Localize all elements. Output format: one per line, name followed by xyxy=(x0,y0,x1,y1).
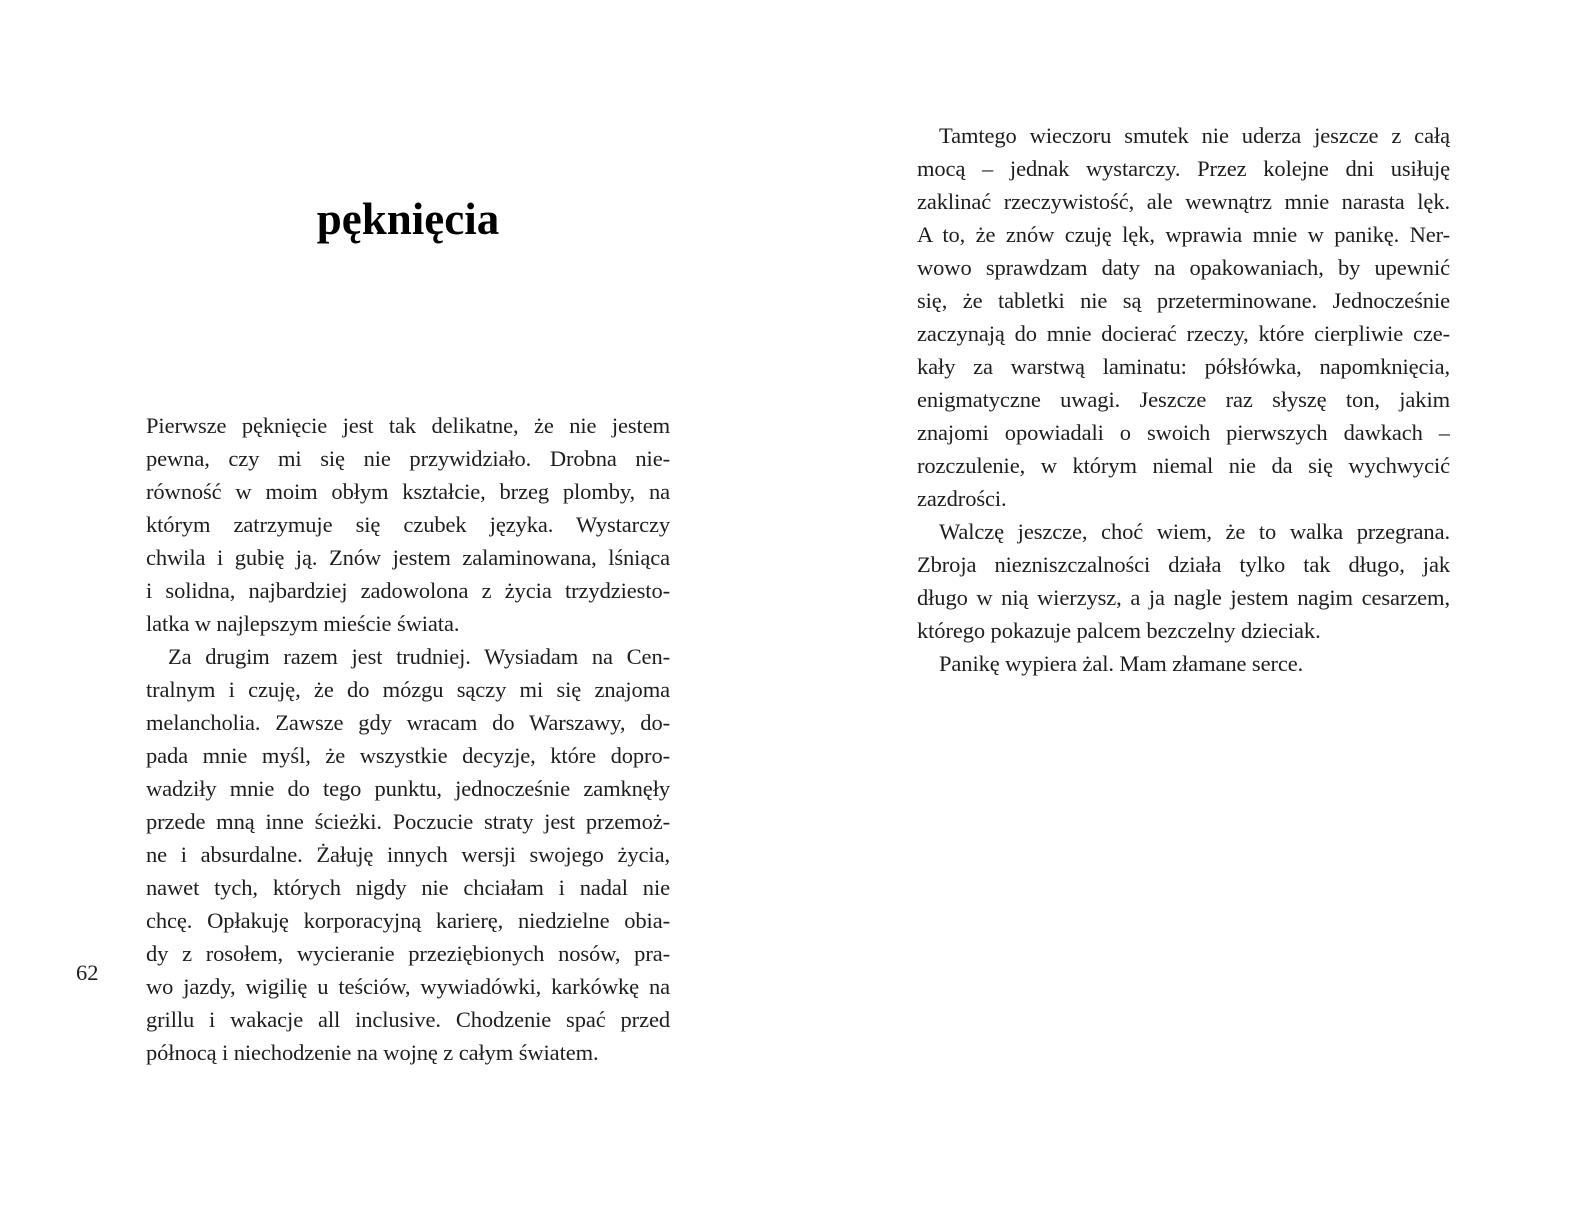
text-line: A to, że znów czuję lęk, wprawia mnie w panikę. Ner- xyxy=(917,222,1450,247)
text-line: wadziły mnie do tego punktu, jednocześnie zamknęły xyxy=(146,776,670,801)
text-line: dy z rosołem, wycieranie przeziębionych nosów, pra- xyxy=(146,941,670,966)
text-line: wo jazdy, wigilię u teściów, wywiadówki, karkówkę na xyxy=(146,974,670,999)
left-page-body-text xyxy=(146,409,670,1069)
text-line: chcę. Opłakuję korporacyjną karierę, niedzielne obia- xyxy=(146,908,670,933)
text-line: nawet tych, których nigdy nie chciałam i nadal nie xyxy=(146,875,670,900)
right-page-body-text xyxy=(917,119,1450,680)
paragraph xyxy=(917,515,1450,647)
text-line: chwila i gubię ją. Znów jestem zalaminowana, lśniąca xyxy=(146,545,670,570)
text-line: Tamtego wieczoru smutek nie uderza jeszcze z całą xyxy=(939,123,1450,148)
text-line: pada mnie myśl, że wszystkie decyzje, które dopro- xyxy=(146,743,670,768)
text-line: melancholia. Zawsze gdy wracam do Warszawy, do- xyxy=(146,710,670,735)
text-line: ne i absurdalne. Żałuję innych wersji swojego życia, xyxy=(146,842,670,867)
paragraph xyxy=(146,640,670,1069)
text-line: wowo sprawdzam daty na opakowaniach, by upewnić xyxy=(917,255,1450,280)
text-line: grillu i wakacje all inclusive. Chodzenie spać przed xyxy=(146,1007,670,1032)
chapter-title: pęknięcia xyxy=(316,194,500,244)
paragraph xyxy=(917,647,1450,680)
text-line: enigmatyczne uwagi. Jeszcze raz słyszę ton, jakim xyxy=(917,387,1450,412)
text-line: zaczynają do mnie docierać rzeczy, które cierpliwie cze- xyxy=(917,321,1450,346)
text-line: latka w najlepszym mieście świata. xyxy=(146,611,460,636)
text-line: Pierwsze pęknięcie jest tak delikatne, że nie jestem xyxy=(146,413,670,438)
text-line: znajomi opowiadali o swoich pierwszych dawkach – xyxy=(917,420,1450,445)
right-page xyxy=(797,0,1594,1211)
text-line: którym zatrzymuje się czubek języka. Wystarczy xyxy=(146,512,670,537)
page-number: 62 xyxy=(76,960,99,985)
text-line: Za drugim razem jest trudniej. Wysiadam na Cen- xyxy=(168,644,670,669)
text-line: Walczę jeszcze, choć wiem, że to walka przegrana. xyxy=(939,519,1450,544)
text-line: kały za warstwą laminatu: półsłówka, napomknięcia, xyxy=(917,354,1450,379)
text-line: północą i niechodzenie na wojnę z całym światem. xyxy=(146,1040,599,1065)
paragraph xyxy=(917,119,1450,515)
text-line: zazdrości. xyxy=(917,486,1007,511)
text-line: równość w moim obłym kształcie, brzeg plomby, na xyxy=(146,479,670,504)
text-line: pewna, czy mi się nie przywidziało. Drobna nie- xyxy=(146,446,670,471)
text-line: Zbroja niezniszczalności działa tylko tak długo, jak xyxy=(917,552,1450,577)
text-line: się, że tabletki nie są przeterminowane. Jednocześnie xyxy=(917,288,1450,313)
text-line: i solidna, najbardziej zadowolona z życia trzydziesto- xyxy=(146,578,670,603)
text-line: przede mną inne ścieżki. Poczucie straty jest przemoż- xyxy=(146,809,670,834)
text-line: Panikę wypiera żal. Mam złamane serce. xyxy=(939,651,1304,676)
text-line: którego pokazuje palcem bezczelny dzieciak. xyxy=(917,618,1321,643)
text-line: zaklinać rzeczywistość, ale wewnątrz mnie narasta lęk. xyxy=(917,189,1450,214)
text-line: rozczulenie, w którym niemal nie da się wychwycić xyxy=(917,453,1450,478)
text-line: tralnym i czuję, że do mózgu sączy mi się znajoma xyxy=(146,677,670,702)
text-line: długo w nią wierzysz, a ja nagle jestem nagim cesarzem, xyxy=(917,585,1450,610)
paragraph xyxy=(146,409,670,640)
text-line: mocą – jednak wystarczy. Przez kolejne dni usiłuję xyxy=(917,156,1450,181)
